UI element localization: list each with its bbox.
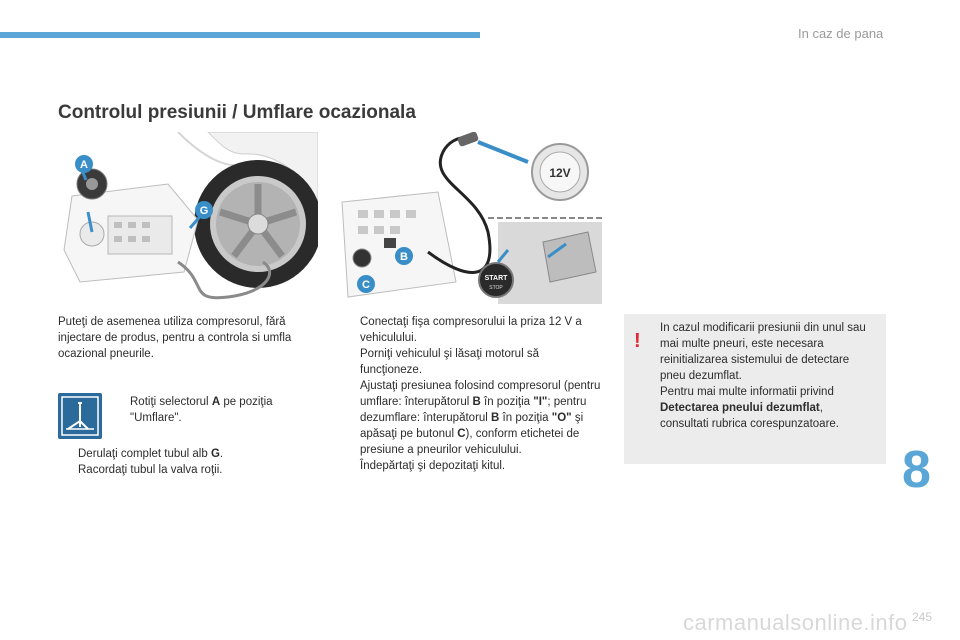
page-title: Controlul presiunii / Umflare ocazionala xyxy=(58,102,416,123)
badge-c: C xyxy=(362,279,370,291)
chapter-number: 8 xyxy=(902,441,931,499)
warning-line-1: In cazul modificarii presiunii din unul sau mai multe pneuri, este necesara reinitializarea sistemului de detectare pneu dezumflat. xyxy=(660,322,866,382)
step-start-engine: Porniţi vehiculul şi lăsaţi motorul să funcţioneze. xyxy=(340,346,602,378)
bullet-icon xyxy=(340,378,352,458)
badge-b: B xyxy=(400,251,408,263)
bullet-icon xyxy=(58,462,70,478)
bullet-icon xyxy=(110,394,122,426)
bullet-icon xyxy=(58,446,70,462)
bullet-icon xyxy=(340,458,352,474)
socket-start-illustration xyxy=(338,132,602,304)
step-remove-kit: Îndepărtaţi şi depozitaţi kitul. xyxy=(340,458,602,474)
step-connect-valve: Racordaţi tubul la valva roţii. xyxy=(58,462,316,478)
page-number: 245 xyxy=(912,610,933,624)
start-label: START xyxy=(484,275,508,282)
stop-label: STOP xyxy=(489,285,503,291)
section-label: In caz de pana xyxy=(798,26,884,41)
step-adjust-pressure: Ajustaţi presiunea folosind compresorul (pentru umflare: înterupătorul B în poziţia "I"; pentru dezumflare: înterupătorul B în poziţia "O" şi apăsaţi pe butonul C), conform etichetei de presiune a pneurilor vehiculului. xyxy=(340,378,602,458)
badge-g: G xyxy=(199,205,209,217)
step-connect-plug: Conectaţi fişa compresorului la priza 12 V a vehiculului. xyxy=(340,314,602,346)
socket-12v-label: 12V xyxy=(549,166,571,180)
warning-line-2: Pentru mai multe informatii privind Detectarea pneului dezumflat, consultati rubrica corespunzatoare. xyxy=(660,386,839,430)
warning-icon: ! xyxy=(634,330,641,352)
step-rotate-selector: Rotiţi selectorul A pe poziţia "Umflare". xyxy=(110,394,310,426)
bullet-icon xyxy=(340,346,352,378)
inflate-icon xyxy=(58,393,102,439)
step-unroll-hose: Derulaţi complet tubul alb G. xyxy=(58,446,316,462)
intro-text: Puteţi de asemenea utiliza compresorul, fără injectare de produs, pentru a controla si umfla ocazional pneurile. xyxy=(58,316,292,360)
warning-text xyxy=(660,320,874,432)
badge-a: A xyxy=(80,159,88,171)
bullet-icon xyxy=(340,314,352,346)
watermark: carmanualsonline.info xyxy=(683,610,908,635)
steps-list xyxy=(340,314,602,474)
header-accent-bar xyxy=(0,32,480,38)
compressor-wheel-illustration xyxy=(58,132,318,304)
